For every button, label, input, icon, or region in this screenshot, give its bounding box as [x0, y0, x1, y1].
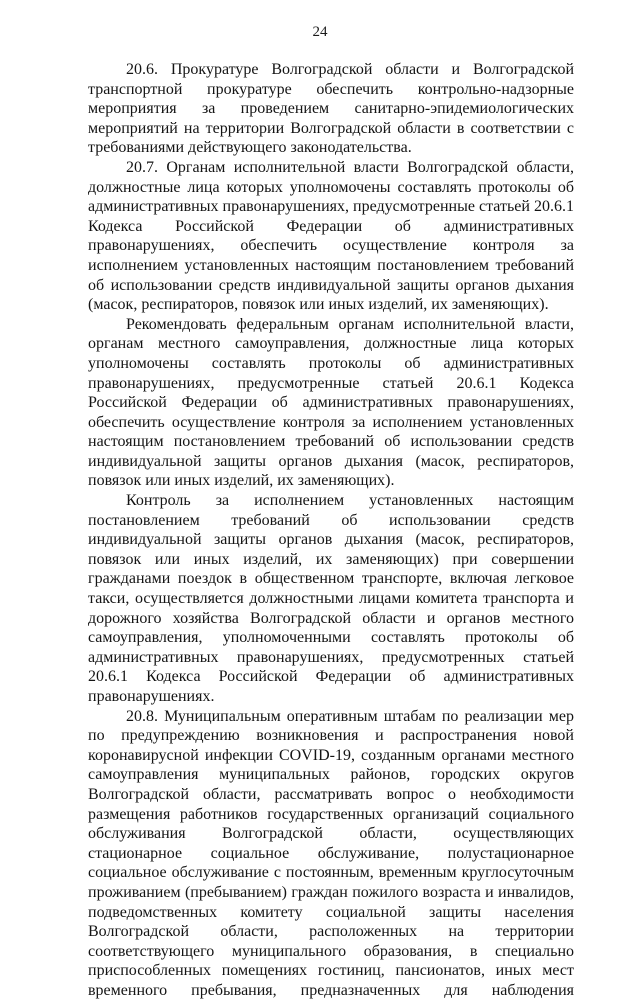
paragraph-20-8: 20.8. Муниципальным оперативным штабам по реализации мер по предупреждению возникновения и распространения новой коронавирусной инфекции COVID-19, созданным органами местного самоуправления муниципальных районов, городских округов Волгоградской области, рассматривать вопрос о необходимости размещения работников государственных организаций социального обслуживания Волгоградской области, осуществляющих стационарное социальное обслуживание, полустационарное социальное обслуживание с постоянным, временным круглосуточным проживанием (пребыванием) граждан пожилого возраста и инвалидов, подведомственных комитету социальной защиты населения Волгоградской области, расположенных на территории соответствующего муниципального образования, в специально приспособленных помещениях гостиниц, пансионатов, иных мест временного пребывания, предназначенных для наблюдения — [88, 707, 574, 999]
page-number: 24 — [312, 24, 328, 40]
paragraph-20-6: 20.6. Прокуратуре Волгоградской области и Волгоградской транспортной прокуратуре обеспечить контрольно-надзорные мероприятия за проведением санитарно-эпидемиологических мероприятий на территории Волгоградской области в соответствии с требованиями действующего законодательства. — [88, 61, 574, 157]
paragraph-recommendation: Рекомендовать федеральным органам исполнительной власти, органам местного самоуправления, должностные лица которых уполномочены составлять протоколы об административных правонарушениях, предусмотренные статьей 20.6.1 Кодекса Российской Федерации об административных правонарушениях, обеспечить осуществление контроля за исполнением установленных настоящим постановлением требований об использовании средств индивидуальной защиты органов дыхания (масок, респираторов, повязок или иных изделий, их заменяющих). — [88, 315, 574, 490]
paragraph-transport-control: Контроль за исполнением установленных настоящим постановлением требований об использовании средств индивидуальной защиты органов дыхания (масок, респираторов, повязок или иных изделий, их заменяющих) при совершении гражданами поездок в общественном транспорте, включая легковое такси, осуществляется должностными лицами комитета транспорта и дорожного хозяйства Волгоградской области и органов местного самоуправления, уполномоченными составлять протоколы об административных правонарушениях, предусмотренных статьей 20.6.1 Кодекса Российской Федерации об административных правонарушениях. — [88, 492, 574, 705]
document-body — [88, 60, 574, 1001]
paragraph-20-7: 20.7. Органам исполнительной власти Волгоградской области, должностные лица которых уполномочены составлять протоколы об административных правонарушениях, предусмотренные статьей 20.6.1 Кодекса Российской Федерации об административных правонарушениях, обеспечить осуществление контроля за исполнением установленных настоящим постановлением требований об использовании средств индивидуальной защиты органов дыхания (масок, респираторов, повязок или иных изделий, их заменяющих). — [88, 158, 574, 314]
